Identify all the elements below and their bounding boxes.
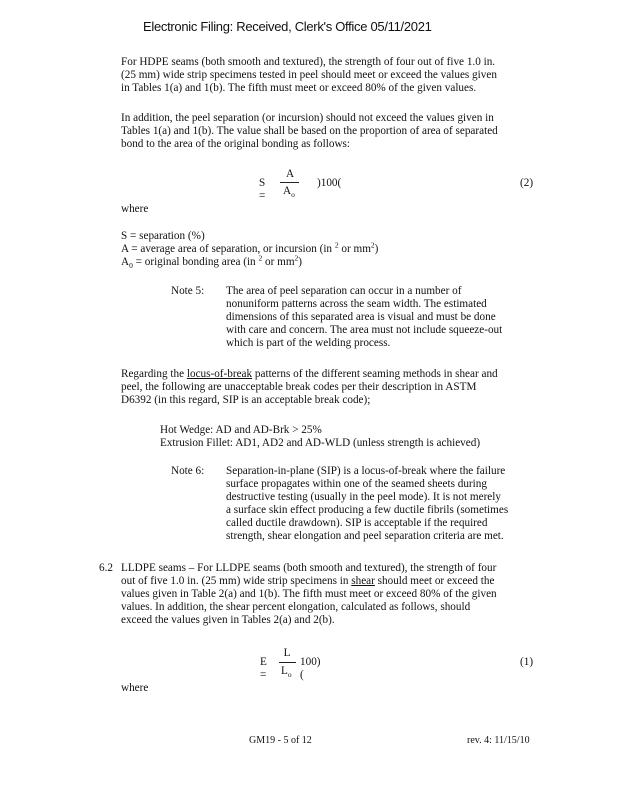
text-line: strength, shear elongation and peel separation criteria are met. [226,530,504,542]
filing-stamp: Electronic Filing: Received, Clerk's Office 05/11/2021 [143,19,432,34]
fraction-numerator: A [285,168,295,180]
paragraph-locus-of-break [121,368,534,407]
text-line: out of five 1.0 in. (25 mm) wide strip specimens in shear should meet or exceed the [121,575,495,587]
where-label: where [121,682,149,694]
text-line: (25 mm) wide strip specimens tested in peel should meet or exceed the values given [121,69,497,81]
text-line: a surface skin effect producing a few ductile fibrils (sometimes [226,504,509,516]
text-line: D6392 (in this regard, SIP is an acceptable break code); [121,394,371,406]
text-line: called ductile drawdown). SIP is acceptable if the required [226,517,488,529]
text-line: nonuniform patterns across the seam width. The estimated [226,298,487,310]
note-label: Note 5: [171,285,205,297]
text-line: values. In addition, the shear percent elongation, calculated as follows, should [121,601,471,613]
fraction-bar [280,182,299,183]
fraction-denominator: $L_o$ [281,665,292,680]
text-line: In addition, the peel separation (or incursion) should not exceed the values given in [121,112,494,124]
equation-lhs: S = [259,177,266,202]
paragraph-peel-separation [121,112,534,151]
note-body [226,285,533,350]
text-line: which is part of the welding process. [226,337,391,349]
text-line: surface propagates within one of the seamed sheets during [226,478,487,490]
section-number: 6.2 [99,562,113,574]
where-label: where [121,203,149,215]
definition-s: S = separation (%) [121,230,205,242]
fraction-denominator: $A_o$ [283,185,295,200]
page-number: GM19 - 5 of 12 [249,735,312,746]
text-line: bond to the area of the original bonding as follows: [121,138,350,150]
text-line: peel, the following are unacceptable break codes per their description in ASTM [121,381,477,393]
equation-tail: )100( [317,177,342,189]
text-line: with care and concern. The area must not include squeeze-out [226,324,503,336]
equation-lhs: E = [260,656,267,681]
text-line: in Tables 1(a) and 1(b). The fifth must meet or exceed 80% of the given values. [121,82,477,94]
definition-a: A = average area of separation, or incursion (in $^2$ or $mm^2$) [121,240,379,255]
text-line: Tables 1(a) and 1(b). The value shall be based on the proportion of area of separated [121,125,498,137]
note-label: Note 6: [171,465,205,477]
text-line: Regarding the locus-of-break patterns of the different seaming methods in shear and [121,368,498,380]
definition-a0: $A_0$ = original bonding area (in $^2$ or $mm^2$) [121,253,303,271]
equation-number: (2) [520,177,534,189]
equation-number: (1) [520,656,534,668]
note-5 [171,285,533,355]
note-body [226,465,533,543]
paragraph-hdpe-strength [121,56,534,95]
text-line: exceed the values given in Tables 2(a) and 2(b). [121,614,335,626]
break-code-hot-wedge: Hot Wedge: AD and AD-Brk > 25% [160,424,322,436]
text-line: The area of peel separation can occur in a number of [226,285,462,297]
text-line: For HDPE seams (both smooth and textured), the strength of four out of five 1.0 in. [121,56,496,68]
section-lldpe-seams [121,562,534,627]
fraction-numerator: L [283,647,291,659]
text-line: values given in Table 2(a) and 1(b). The fifth must meet or exceed 80% of the given [121,588,497,600]
revision-date: rev. 4: 11/15/10 [467,735,530,746]
note-6 [171,465,533,547]
fraction-bar [279,662,296,663]
text-line: dimensions of this separated area is visual and must be done [226,311,496,323]
text-line: Separation-in-plane (SIP) is a locus-of-break where the failure [226,465,506,477]
text-line: LLDPE seams – For LLDPE seams (both smooth and textured), the strength of four [121,562,497,574]
break-code-extrusion-fillet: Extrusion Fillet: AD1, AD2 and AD-WLD (unless strength is achieved) [160,437,481,449]
equation-tail: 100)( [300,656,321,681]
text-line: destructive testing (usually in the peel mode). It is not merely [226,491,501,503]
